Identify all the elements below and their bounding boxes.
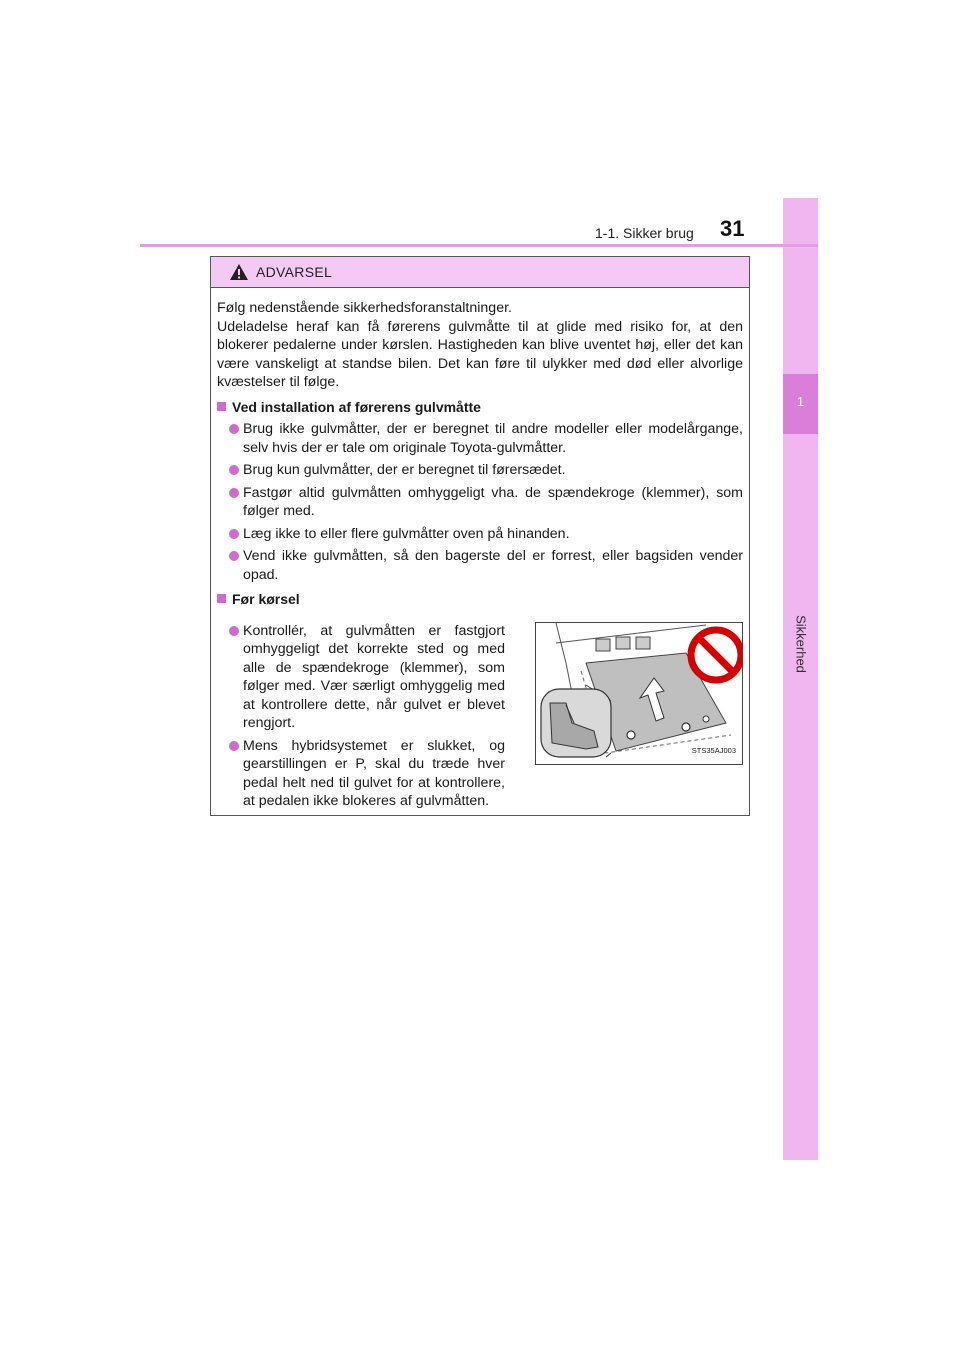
list-item-text: Fastgør altid gulvmåtten omhyggeligt vha. de spændekroge (klemmer), som følger med. <box>243 484 743 519</box>
list-item-text: Læg ikke to eller flere gulvmåtter oven på hinanden. <box>243 525 570 542</box>
warning-header <box>211 257 749 288</box>
chapter-side-tab <box>783 198 818 1160</box>
bullet-dot-icon <box>229 424 239 434</box>
list-item <box>229 737 505 811</box>
warning-title: ADVARSEL <box>256 264 333 280</box>
section-title: 1-1. Sikker brug <box>595 225 694 241</box>
bullet-dot-icon <box>229 488 239 498</box>
floor-mat-illustration <box>535 622 743 765</box>
page-number: 31 <box>720 216 745 241</box>
warning-body <box>211 288 749 811</box>
warning-intro: Følg nedenstående sikkerhedsforanstaltninger. Udeladelse heraf kan få førerens gulvmåtte til at glide med risiko for, at den blokerer pedalerne under kørslen. Hastigheden kan blive uventet høj, eller det kan være vanskeligt at standse bilen. Det kan føre til ulykker med død eller alvorlige kvæstelser til følge. <box>217 300 743 390</box>
square-bullet-icon <box>217 402 226 411</box>
square-bullet-icon <box>217 594 226 603</box>
list-item <box>229 547 743 584</box>
section-heading-before-driving <box>217 590 743 609</box>
installation-list <box>229 420 743 584</box>
warning-box <box>210 256 750 816</box>
list-item <box>229 461 743 480</box>
list-item-text: Kontrollér, at gulvmåtten er fastgjort omhyggeligt det korrekte sted og med alle de spændekroge (klemmer), som følger med. Vær særligt omhyggelig med at kontrollere dette, når gulvet er blevet rengjort. <box>243 622 505 731</box>
section-heading-text: Ved installation af førerens gulvmåtte <box>232 398 481 415</box>
chapter-number: 1 <box>783 374 818 434</box>
list-item-text: Vend ikke gulvmåtten, så den bagerste del er forrest, eller bagsiden vender opad. <box>243 548 743 583</box>
list-item <box>229 622 505 733</box>
list-item-text: Brug kun gulvmåtter, der er beregnet til førersædet. <box>243 462 566 478</box>
warning-triangle-icon <box>229 263 249 281</box>
section-heading-installation <box>217 398 743 417</box>
header-divider <box>140 244 818 247</box>
list-item-text: Brug ikke gulvmåtter, der er beregnet til andre modeller eller modelårgange, selv hvis der er tale om originale Toyota-gulvmåtter. <box>243 421 743 456</box>
list-item <box>229 420 743 457</box>
bullet-dot-icon <box>229 465 239 475</box>
chapter-label-text: Sikkerhed <box>793 615 808 673</box>
list-item <box>229 525 743 544</box>
chapter-label <box>783 615 818 673</box>
list-item-text: Mens hybridsystemet er slukket, og gearstillingen er P, skal du træde hver pedal helt ned til gulvet for at kontrollere, at pedalen ikke blokeres af gulvmåtten. <box>243 737 505 809</box>
before-driving-list <box>229 612 505 811</box>
bullet-dot-icon <box>229 551 239 561</box>
bullet-dot-icon <box>229 626 239 636</box>
list-item <box>229 484 743 521</box>
section-heading-text: Før kørsel <box>232 591 300 607</box>
bullet-dot-icon <box>229 741 239 751</box>
figure-code: STS35AJ003 <box>691 746 736 755</box>
before-driving-row <box>217 612 743 811</box>
bullet-dot-icon <box>229 529 239 539</box>
